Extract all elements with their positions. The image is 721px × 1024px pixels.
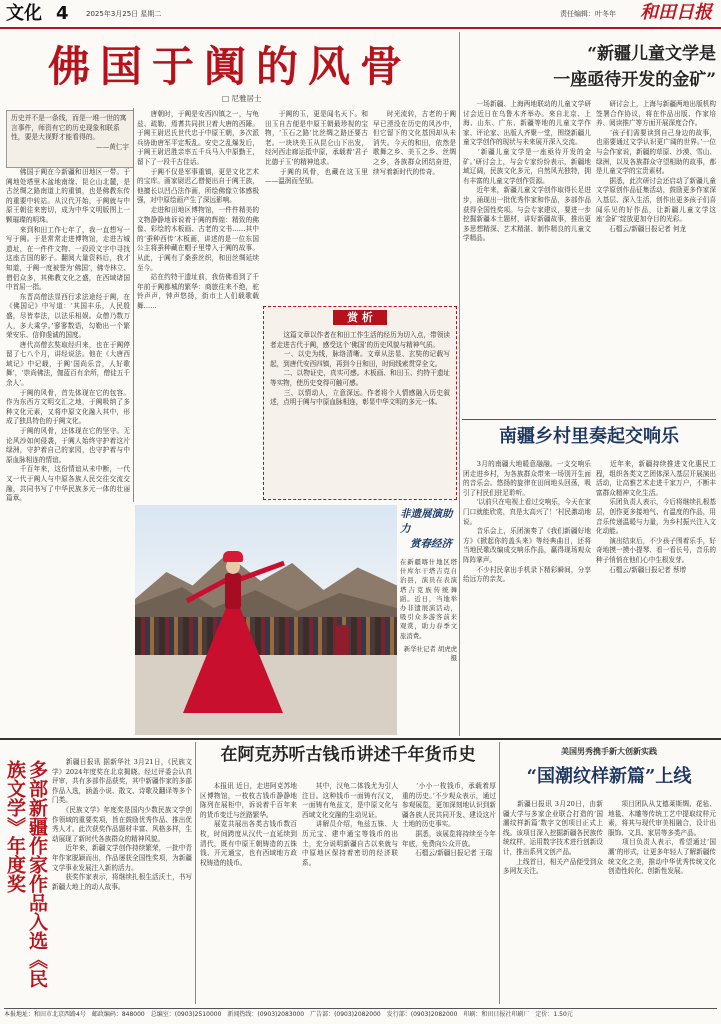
page-number: 4 [56, 3, 69, 24]
symphony-column-2: 近年来，新疆持续推进文化惠民工程，组织各类文艺团体深入基层开展演出活动，让高雅艺术走进千家万户，不断丰富群众精神文化生活。 乐团负责人表示，今后将继续扎根基层，创作更多接地气、有温度的作品，用音乐传递温暖与力量，为乡村振兴注入文化动能。 演出结束后，不少孩子围着乐手，好奇地摸一摸小提琴、看一看长号，音乐的种子悄悄在他们心中生根发芽。 石榴云/新疆日报记者 蔡增 [596, 460, 716, 574]
main-article-byline: □ 尼雅居士 [222, 94, 262, 103]
patterns-column-2: 项目团队从艾德莱斯绸、花毡、地毯、木雕等传统工艺中提取纹样元素，将其与现代审美相融合，设计出服饰、文具、家居等多类产品。 项目负责人表示，希望通过‘国潮’的形式，让更多年轻人了解新疆传统文化之美，推动中华优秀传统文化创造性转化、创新性发展。 [608, 800, 716, 876]
epigraph-box [6, 110, 134, 168]
photo-dancer-hat [223, 551, 243, 562]
editor-credit: 责任编辑：叶冬年 [560, 10, 616, 18]
child-lit-column-2: 研讨会上，上海与新疆两地出版机构签署合作协议，将在作品出版、作家培养、阅读推广等方面开展深度合作。 ‘孩子们需要读到自己身边的故事，也需要通过文学认识更广阔的世界。’一位与会作家说，新疆的草原、沙漠、雪山、绿洲，以及各族群众守望相助的故事，都是儿童文学的宝贵素材。 据悉，此次研讨会还启动了新疆儿童文学原创作品征集活动，鼓励更多作家深入基层、深入生活，创作出更多孩子们喜闻乐见的好作品，让新疆儿童文学这座‘金矿’绽放更加夺目的光彩。 石榴云/新疆日报记者 何龙 [596, 100, 716, 233]
appreciation-box [263, 306, 457, 500]
coins-column-3: ‘小小一枚钱币，承载着厚重的历史。’不少观众表示，通过参观展览，更加深刻地认识到新疆各族人民共同开发、建设这片土地的历史事实。 据悉，该展览将持续至今年年底，免费向公众开放。 石榴云/新疆日报记者 王瑞 [402, 782, 496, 858]
photo-caption-title-1: 非遗展演助力 [400, 508, 453, 535]
main-article-title: 佛国于阗的风骨 [48, 42, 413, 91]
awards-article-title: 多部新疆作家作品入选《民族文学》年度奖 [4, 760, 48, 988]
section-divider [459, 32, 460, 736]
photo-credit: 新华社记者 胡虎虎摄 [403, 644, 457, 662]
photo-caption-title-2: 赏春经济 [410, 538, 452, 550]
column-divider [195, 742, 196, 1004]
main-article-column-3: 于阗的玉，更是闻名天下。和田玉自古便是中原王朝最珍视的宝物，‘玉石之路’比丝绸之路还要古老。一块块美玉从昆仑山下出发，经河西走廊运抵中原，承载着‘君子比德于玉’的精神追求。 于阗的风骨，也藏在这玉里——温润而坚韧。 [265, 110, 368, 186]
coins-column-1: 本报讯 近日，走进阿克苏地区博物馆，一枚枚古钱币静静地陈列在展柜中，诉说着千百年来的货币变迁与丝路繁华。 展览共展出各类古钱币数百枚，时间跨度从汉代一直延续到清代，既有中原王朝铸造的五铢钱、开元通宝，也有西域地方政权铸造的钱币。 [200, 782, 297, 867]
symphony-article-title: 南疆乡村里奏起交响乐 [499, 426, 679, 447]
photo-dancer-torso [225, 573, 241, 609]
coins-column-2: 其中，汉龟二体钱尤为引人注目。这种钱币一面铸有汉文，一面铸有龟兹文，是中原文化与西域文化交融的生动见证。 讲解员介绍，龟兹五铢、大历元宝、建中通宝等钱币的出土，充分说明新疆自古以来就与中原地区保持着密切的经济联系。 [302, 782, 398, 867]
patterns-column-1: 新疆日报讯 3月20日，由新疆大学与多家企业联合打造的‘国潮纹样新篇’数字文创项目正式上线。该项目深入挖掘新疆各民族传统纹样，运用数字技术进行创新设计，推出系列文创产品。 上线首日，相关产品便受到众多网友关注。 [503, 800, 603, 876]
patterns-kicker: 美国男秀携手新大创新实践 [561, 747, 657, 756]
child-lit-title-line-1: “新疆儿童文学是 [587, 44, 716, 64]
epigraph-text: 历史并不是一条线，而是一堆一世的寓言事件，师资有它的历史现象和联系性，要是大视野才能看得的。 [11, 114, 127, 142]
dance-performance-photo [135, 505, 397, 735]
section-name: 文化 [6, 3, 42, 24]
appreciation-text: 这篇文章以作者在和田工作生活的经历为切入点，带领读者走进古代于阗，感受这个‘佛国’的历史风貌与精神气质。 一、以史为线，脉络清晰。文章从法显、玄奘的记载写起，到唐代安西四镇，再到今日和田，时间线索贯穿全文。 二、以物证史，真实可感。木板画、和田玉、约特干遗址等实物，使历史变得可触可感。 三、以情动人，立意深远。作者将个人情感融入历史叙述，点明于阗与中原血脉相连，彰显中华文明的多元一体。 [270, 331, 450, 407]
photo-background-dancer [335, 625, 349, 655]
symphony-column-1: 3月的南疆大地暖意融融。一支交响乐团走进乡村，为各族群众带来一场别开生面的音乐会。悠扬的旋律在田间地头回荡，吸引了村民们驻足聆听。 ‘以前只在电视上看过交响乐，今天在家门口就能欣赏，真是太高兴了！’村民激动地说。 音乐会上，乐团演奏了《我们新疆好地方》《掀起你的盖头来》等经典曲目，还将当地民歌改编成交响乐作品，赢得现场观众阵阵掌声。 不少村民拿出手机录下精彩瞬间，分享给远方的亲友。 [463, 460, 591, 584]
child-lit-column-1: 一场新疆、上海两地联动的儿童文学研讨会近日在乌鲁木齐举办。来自北京、上海、山东、广东、新疆等地的儿童文学作家、评论家、出版人齐聚一堂，围绕新疆儿童文学创作的现状与未来展开深入交流。 ‘新疆儿童文学是一座亟待开发的金矿。’研讨会上，与会专家纷纷表示，新疆地域辽阔，民族文化多元，自然风光独特，拥有丰富的儿童文学创作资源。 近年来，新疆儿童文学创作取得长足进步，涌现出一批优秀作家和作品，多部作品获得全国性奖项。与会专家建议，要进一步挖掘新疆本土题材，讲好新疆故事，推出更多思想精深、艺术精湛、制作精良的儿童文学精品。 [463, 100, 591, 243]
main-article-column-2: 唐朝时，于阗是安西四镇之一，与龟兹、疏勒、焉耆共同拱卫着大唐的西陲。于阗王尉迟氏世代忠于中原王朝，多次派兵协助唐军平定叛乱。安史之乱爆发后，于阗王尉迟胜亲率五千兵马入中原勤王，留下了一段千古佳话。 于阗不仅是军事重镇，更是文化艺术的宝库。画家尉迟乙僧便出自于阗王族，他擅长以凹凸法作画，所绘佛像立体感极强，对中原绘画产生了深远影响。 走进和田地区博物馆，一件件精美的文物静静地诉说着于阗的辉煌：精致的佛像、彩绘的木板画、古老的文书……其中的‘蚕种西传’木板画，讲述的是一位东国公主将蚕种藏在帽子里带入于阗的故事。从此，于阗有了桑蚕丝织，和田丝绸延续至今。 站在约特干遗址前，我仿佛看到了千年前于阗都城的繁华：商旅往来不绝，驼铃声声，钟声悠扬，街市上人们载歌载舞…… [137, 110, 259, 310]
header-rule [0, 27, 721, 29]
photo-audience [135, 617, 397, 657]
main-article-column-1: 佛国于阗在今新疆和田地区一带。于阗地处塔里木盆地南缘、昆仑山北麓，是古丝绸之路南道上的重镇，也是佛教东传的重要中转站。从汉代开始，于阗就与中原王朝往来密切，成为中华文明版图上一颗璀璨的明珠。 来到和田工作七年了，我一直想写一写于阗。于是常常走进博物馆，走进古城遗址，在一件件文物、一段段文字中寻找这座古国的影子。翻阅大量资料后，我才知道，于阗一度被誉为‘佛国’，佛寺林立、僧侣众多，其佛教文化之盛，在西域诸国中首屈一指。 东晋高僧法显西行求法途经于阗，在《佛国记》中写道：‘其国丰乐，人民殷盛，尽皆奉法，以法乐相娱。众僧乃数万人，多大乘学。’寥寥数语，勾勒出一个繁荣安乐、信仰虔诚的国度。 唐代高僧玄奘取经归来，也在于阗停留了七八个月，讲经说法。他在《大唐西域记》中记载，于阗‘国尚乐音，人好歌舞’，‘崇尚佛法，伽蓝百有余所，僧徒五千余人’。 于阗的风骨，首先体现在它的包容。作为东西方文明交汇之地，于阗吸纳了多种文化元素，又将中原文化融入其中，形成了独具特色的于阗文化。 于阗的风骨，还体现在它的坚守。无论风沙如何侵袭，于阗人始终守护着这片绿洲，守护着自己的家园，也守护着与中原血脉相连的情谊。 千百年来，这份情谊从未中断，一代又一代于阗人与中原各族人民交往交流交融，共同书写了中华民族多元一体的壮丽篇章。 [6, 168, 130, 503]
newspaper-logo: 和田日报 [640, 2, 712, 23]
awards-article-text: 新疆日报讯 据新华社 3月21日，《民族文学》2024年度奖在北京揭晓。经过评委会认真评审，共有多部作品获奖，其中新疆作家的多部作品入选，涵盖小说、散文、诗歌及翻译等多个门类。 《民族文学》年度奖是国内少数民族文学创作领域的重要奖项，旨在鼓励优秀作品、推出优秀人才。此次获奖作品题材丰富、风格多样，生动展现了新时代各族群众的精神风貌。 近年来，新疆文学创作持续繁荣，一批中青年作家脱颖而出，作品屡获全国性奖项，为新疆文学事业发展注入新的活力。 获奖作家表示，将继续扎根生活沃土，书写新疆大地上的动人故事。 [52, 758, 192, 891]
epigraph-author: ——黄仁宇 [96, 142, 129, 151]
patterns-article-title: “国潮纹样新篇”上线 [526, 766, 692, 787]
photo-caption-text: 在新疆喀什地区塔什库尔干塔吉克自治县，演员在表演塔吉克族传统舞蹈。近日，当地举办非遗展演活动，吸引众多游客前来观赏，助力春季文旅消费。 [400, 558, 457, 640]
bottom-section-rule [0, 738, 721, 740]
column-divider [133, 108, 134, 502]
footer-imprint: 本报地址：和田市北京西路4号 邮政编码：848000 总编室：(0903)2510000 新闻热线：(0903)2083000 广告部：(0903)2082000 发行部：(0903)2082000 印刷：和田日报社印刷厂 定价：1.50元 [4, 1008, 717, 1023]
appreciation-heading: 赏 析 [264, 311, 456, 325]
column-divider [499, 742, 500, 1004]
child-lit-title-line-2: 一座亟待开发的金矿” [553, 70, 716, 90]
coins-article-title: 在阿克苏听古钱币讲述千年货币史 [220, 745, 476, 765]
photo-caption [400, 507, 457, 735]
issue-date: 2025年3月25日 星期二 [86, 10, 162, 18]
section-rule [462, 419, 716, 420]
main-article-column-4: 时光流转，古老的于阗早已湮没在历史的风沙中，但它留下的文化基因却从未消失。今天的和田，依然是歌舞之乡、美玉之乡、丝绸之乡，各族群众团结奋进，续写着新时代的传奇。 [373, 110, 456, 176]
